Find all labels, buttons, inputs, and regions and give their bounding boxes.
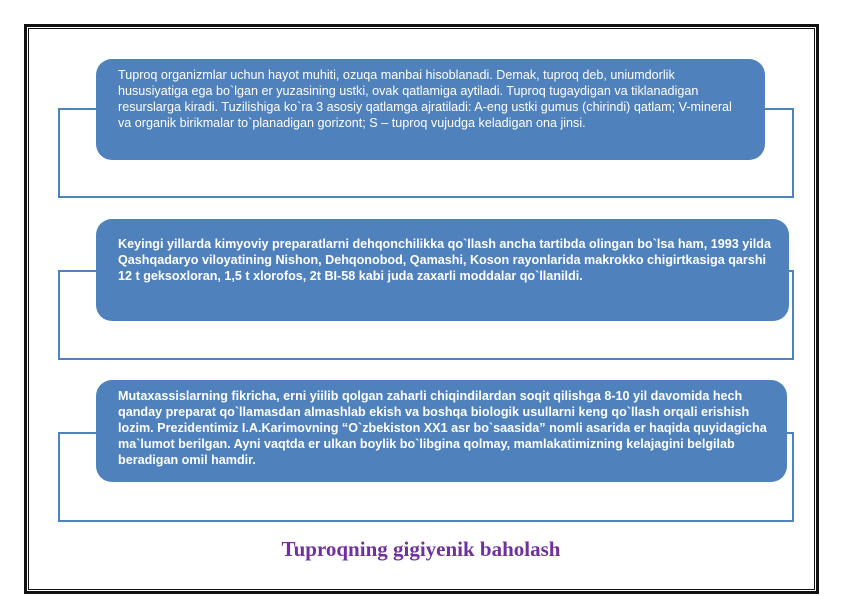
block-1-card <box>96 59 765 160</box>
block-2-card <box>96 219 789 321</box>
page-title: Tuproqning gigiyenik baholash <box>281 537 561 561</box>
block-2-text: Keyingi yillarda kimyoviy preparatlarni dehqonchilikka qo`llash ancha tartibda olingan bo`lsa ham, 1993 yilda Qashqadaryo viloyatining Nishon, Dehqonobod, Qamashi, Koson rayonlarida makrokko chigirtkasiga qarshi 12 t geksoxloran, 1,5 t xlorofos, 2t BI-58 kabi juda zaxarli moddalar qo`llanildi. <box>118 237 771 283</box>
block-3-text: Mutaxassislarning fikricha, erni yiilib qolgan zaharli chiqindilardan soqit qilishga 8-10 yil davomida hech qanday preparat qo`llamasdan almashlab ekish va boshqa biologik usullarni keng qo`llash orqali erishish lozim. Prezidentimiz I.A.Karimovning “O`zbekiston XX1 asr bo`saasida” nomli asarida er haqida quyidagicha ma`lumot berilgan. Ayni vaqtda er ulkan boylik bo`libgina qolmay, mamlakatimizning kelajagini belgilab beradigan omil hamdir. <box>118 389 767 467</box>
block-3-card <box>96 380 787 482</box>
block-1-text: Tuproq organizmlar uchun hayot muhiti, ozuqa manbai hisoblanadi. Demak, tuproq deb, uniumdorlik hususiyatiga ega bo`lgan er yuzasining ustki, ovak qatlamiga aytiladi. Tuproq tugaydigan va tiklanadigan resurslarga kiradi. Tuzilishiga ko`ra 3 asosiy qatlamga ajratiladi: A-eng ustki gumus (chirindi) qatlam; V-mineral va organik birikmalar to`planadigan gorizont; S – tuproq vujudga keladigan ona jinsi. <box>118 68 732 130</box>
